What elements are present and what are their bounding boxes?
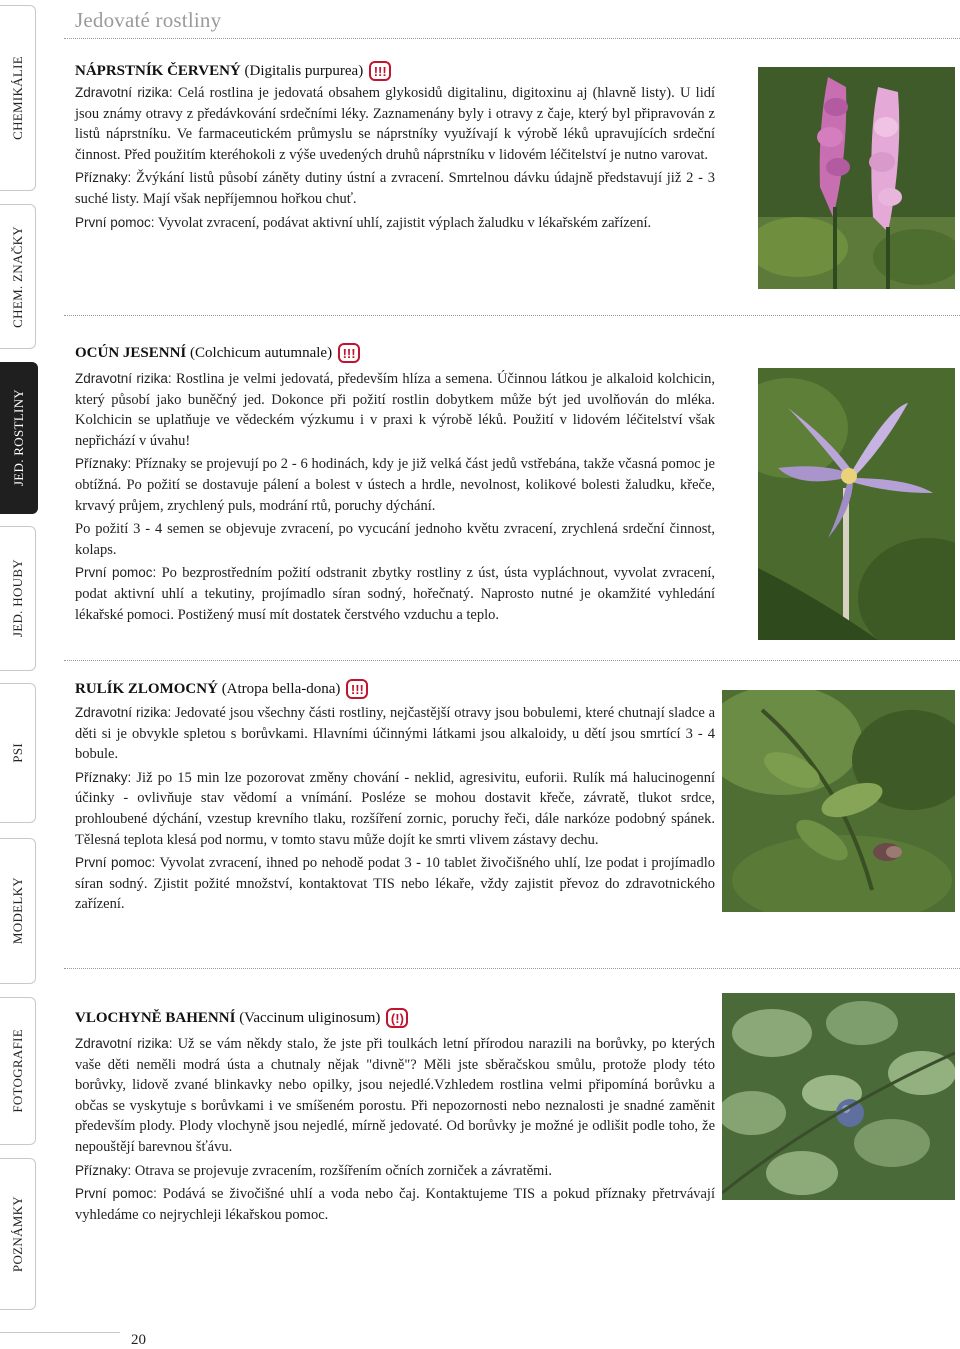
symptoms-label: Příznaky:	[75, 456, 132, 472]
plant-latin-name: (Atropa bella-dona)	[221, 680, 341, 697]
symptoms-label: Příznaky:	[75, 769, 132, 785]
first-aid-text: Vyvolat zvracení, podávat aktivní uhlí, zajistit výplach žaludku v lékařském zařízení.	[157, 214, 652, 231]
tab-label: PSI	[9, 743, 25, 763]
warning-icon: !!!	[346, 679, 368, 699]
plant-latin-name: (Digitalis purpurea)	[244, 62, 364, 79]
symptoms-label: Příznaky:	[75, 1162, 132, 1178]
plant-latin-name: (Vaccinum uliginosum)	[239, 1009, 381, 1026]
risk-label: Zdravotní rizika:	[75, 1036, 173, 1051]
first-aid-label: První pomoc:	[75, 855, 156, 871]
symptoms-text: Příznaky se projevují po 2 - 6 hodinách, kdy je již velká část jedů vstřebána, takže včasná pomoc je obtížná. Po požití se dostavuje pálení a bolest v ústech a hrdle, nevolnost, kolikové bolesti žaludku, křeče, krvavý průjem, zrychlený puls, modrání rtů, poruchy dýchání.	[75, 456, 715, 514]
plant-section-ocun	[75, 343, 715, 628]
section-tabs	[0, 0, 40, 1330]
tab-label: MODELKY	[9, 877, 25, 945]
warning-icon: !!!	[338, 343, 360, 363]
page-title: Jedovaté rostliny	[75, 8, 222, 32]
symptoms-paragraph	[75, 454, 715, 516]
extra-paragraph: Po požití 3 - 4 semen se objevuje zvracení, po vycucání jednoho květu zvracení, zrychlená srdeční činnost, kolaps.	[75, 521, 715, 558]
tab-chem-znacky[interactable]	[0, 204, 36, 349]
symptoms-paragraph	[75, 1161, 715, 1182]
warning-icon: (!)	[386, 1008, 408, 1028]
section-heading	[75, 1008, 715, 1028]
page-number: 20	[131, 1332, 146, 1348]
plant-name: OCÚN JESENNÍ	[75, 344, 187, 361]
tab-label: CHEM. ZNAČKY	[9, 225, 25, 328]
tab-label: POZNÁMKY	[9, 1195, 25, 1273]
tab-label: FOTOGRAFIE	[9, 1029, 25, 1113]
first-aid-text: Vyvolat zvracení, ihned po nehodě podat 3 - 10 tablet živočišného uhlí, lze podat i projímadlo síran sodný. Zjistit požité množství, kontaktovat TIS nebo lékaře, vždy zajistit převoz do zdravotnického zařízení.	[75, 855, 715, 913]
plant-latin-name: (Colchicum autumnale)	[190, 344, 333, 361]
tab-label: JED. HOUBY	[9, 559, 25, 638]
risk-paragraph	[75, 703, 715, 765]
symptoms-paragraph	[75, 168, 715, 209]
risk-paragraph	[75, 369, 715, 451]
footer-rule	[0, 1332, 120, 1333]
section-heading	[75, 61, 715, 81]
tab-jed-houby[interactable]	[0, 526, 36, 671]
risk-text: Jedovaté jsou všechny části rostliny, nejčastější otravy jsou bobulemi, které chutnají sladce a děti si je obvykle spletou s borůvkami. Hlavními účinnými látkami jsou alkaloidy, u dětí jsou smrtící 3 - 4 bobule.	[75, 705, 716, 763]
tab-chemikalie[interactable]	[0, 5, 36, 191]
first-aid-paragraph	[75, 563, 715, 625]
warning-icon: !!!	[369, 61, 391, 81]
section-divider	[64, 315, 960, 316]
tab-fotografie[interactable]	[0, 997, 36, 1145]
plant-section-naprstnik	[75, 61, 715, 236]
belladonna-photo	[722, 690, 955, 912]
symptoms-label: Příznaky:	[75, 170, 132, 186]
tab-psi[interactable]	[0, 683, 36, 823]
section-heading	[75, 343, 715, 363]
risk-label: Zdravotní rizika:	[75, 705, 172, 720]
tab-poznamky[interactable]	[0, 1158, 36, 1310]
first-aid-label: První pomoc:	[75, 565, 157, 581]
risk-paragraph	[75, 1034, 715, 1158]
first-aid-paragraph	[75, 853, 715, 915]
risk-label: Zdravotní rizika:	[75, 85, 173, 100]
title-divider	[64, 38, 960, 39]
plant-name: RULÍK ZLOMOCNÝ	[75, 680, 218, 697]
first-aid-label: První pomoc:	[75, 1186, 157, 1202]
plant-section-vlochyne	[75, 1008, 715, 1228]
risk-paragraph	[75, 83, 715, 165]
first-aid-text: Podává se živočišné uhlí a voda nebo čaj. Kontaktujeme TIS a pokud příznaky přetrvávají vyhledáme co nejrychleji lékařskou pomoc.	[75, 1186, 715, 1223]
tab-modelky[interactable]	[0, 838, 36, 984]
risk-text: Rostlina je velmi jedovatá, především hlíza a semena. Účinnou látkou je alkaloid kolchicin, který působí jako buněčný jed. Dokonce při požití rostlin dobytkem může být jed uvolňován do mléka. Kolchicin se uplatňuje ve vědeckém výzkumu i v praxi k výrobě léků. Použití v lidovém léčitelství však nepřichází v úvahu!	[75, 371, 716, 449]
plant-name: NÁPRSTNÍK ČERVENÝ	[75, 62, 241, 79]
symptoms-text: Již po 15 min lze pozorovat změny chování - neklid, agresivitu, euforii. Rulík má halucinogenní účinky - ovlivňuje stav vědomí a vnímání. Posléze se mohou dostavit křeče, závratě, tlukot srdce, prohloubené dýchání, vzestup krevního tlaku, rozšíření zornic, poruchy řeči, dále narkóze podobný spánek. Tělesná teplota klesá pod normu, v tomto stavu může dojít ke smrti vlivem zástavy dechu.	[75, 769, 715, 848]
first-aid-text: Po bezprostředním požití odstranit zbytky rostliny z úst, ústa vypláchnout, vyvolat zvracení, podat aktivní uhlí a tekutiny, projímadlo síran sodný, hořečnatý. Naprosto nutné je okamžité vyhledání lékařské pomoci. Postižený musí mít dostatek čerstvého vzduchu a teplo.	[75, 565, 716, 623]
plant-name: VLOCHYNĚ BAHENNÍ	[75, 1009, 236, 1026]
first-aid-paragraph	[75, 1184, 715, 1225]
risk-label: Zdravotní rizika:	[75, 371, 172, 386]
risk-text: Celá rostlina je jedovatá obsahem glykosidů digitalinu, digitoxinu aj (hlavně listy). U lidí jsou známy otravy z předávkování srdečními léky. Zaznamenány byly i otravy z čaje, který byl připravován z listů náprstníku. Ve farmaceutickém průmyslu se náprstníky využívají k výrobě léků upravujících srdeční činnost. Před použitím kteréhokoli z výše uvedených druhů náprstníku v lidovém léčitelství je nutno varovat.	[75, 85, 716, 163]
tab-jed-rostliny[interactable]	[0, 362, 38, 514]
symptoms-text: Otrava se projevuje zvracením, rozšířením očních zorniček a závratěmi.	[134, 1162, 552, 1179]
symptoms-paragraph	[75, 768, 715, 850]
section-divider	[64, 968, 960, 969]
crocus-photo	[758, 368, 955, 640]
plant-section-rulik	[75, 679, 715, 918]
bog-bilberry-photo	[722, 993, 955, 1200]
section-heading	[75, 679, 715, 699]
section-divider	[64, 660, 960, 661]
risk-text: Už se vám někdy stalo, že jste při toulkách letní přírodou narazili na borůvky, po kterých vaše děti neměli modrá ústa a chutnaly nějak "divně"? Měli jste sběračskou smůlu, protože plody této borůvky, lidově zvané blinkavky nebo opilky, jsou nejedlé.Vzhledem rostlina velmi připomíná borůvku a občas se vyskytuje s borůvkami i ve smíšeném porostu. Při nepozornosti nebo neznalosti je snadné zaměnit především plody. Plody vlochyně jsou nejedlé, mírně jedovaté. Od borůvky je možné je odlišit podle toho, že nepouštějí barevnou šťávu.	[75, 1036, 716, 1155]
tab-label: CHEMIKÁLIE	[9, 56, 25, 140]
first-aid-label: První pomoc:	[75, 214, 155, 230]
symptoms-text: Žvýkání listů působí záněty dutiny ústní a zvracení. Smrtelnou dávku údajně představují již 2 - 3 suché listy. Mají však nepříjemnou hořkou chuť.	[75, 170, 715, 207]
first-aid-paragraph	[75, 213, 715, 234]
tab-label: JED. ROSTLINY	[10, 389, 26, 487]
foxglove-photo	[758, 67, 955, 289]
